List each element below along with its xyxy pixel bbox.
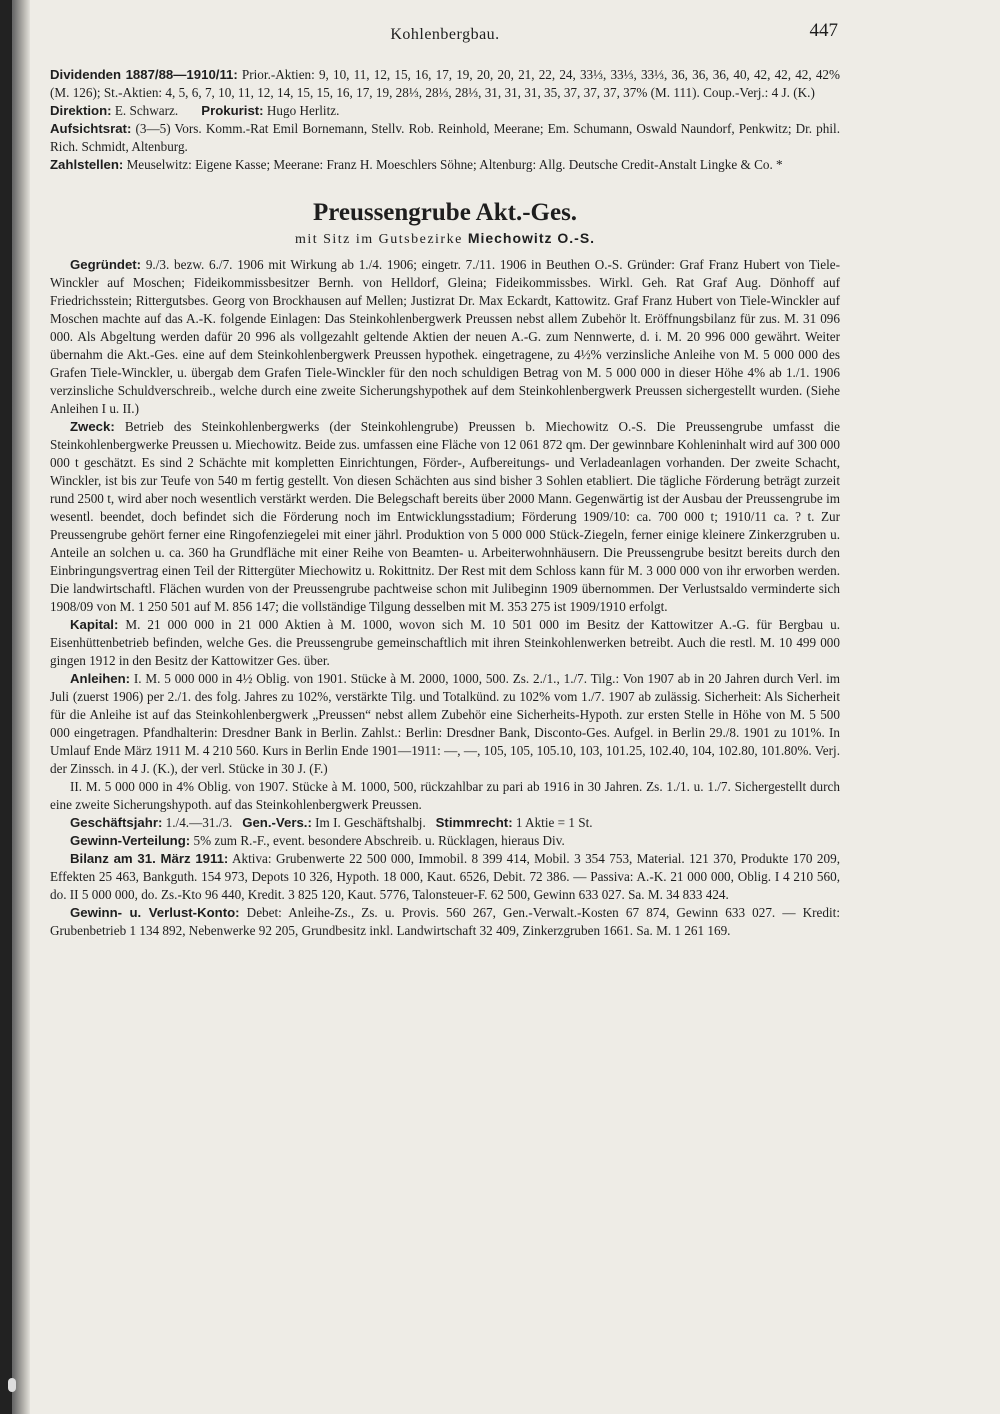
- zahlstellen-paragraph: [50, 156, 840, 174]
- anleihe-ii-paragraph: [50, 778, 840, 814]
- page-number: 447: [809, 20, 838, 41]
- gewinn-verteilung-label: Gewinn-Verteilung:: [70, 833, 191, 848]
- kapital-paragraph: [50, 616, 840, 670]
- gegruendet-paragraph: [50, 256, 840, 418]
- company-location: Miechowitz O.-S.: [467, 230, 596, 246]
- bilanz-text: Aktiva: Grubenwerte 22 500 000, Immobil. 8 399 414, Mobil. 3 354 753, Material. 121 370, Produkte 170 209, Effekten 25 463, Bankguth. 154 973, Depots 10 326, Hypoth. 18 000, Kaut. 6526, Debit. 72 386. — Passiva: A.-K. 21 000 000, Oblig. I 4 210 560, do. II 5 000 000, do. Zs.-Kto 96 440, Kredit. 3 825 120, Kaut. 5776, Talonsteuer-F. 62 500, Gewinn 633 027. Sa. M. 34 833 424.: [50, 851, 840, 902]
- gewinn-verteilung-text: 5% zum R.-F., event. besondere Abschreib. u. Rücklagen, hieraus Div.: [193, 833, 565, 848]
- running-title: Kohlenbergbau.: [390, 26, 500, 43]
- guv-text: Debet: Anleihe-Zs., Zs. u. Provis. 560 267, Gen.-Verwalt.-Kosten 67 874, Gewinn 633 027. — Kredit: Grubenbetrieb 1 134 892, Nebenwerke 92 205, Grundbesitz inkl. Landwirtschaft 32 409, Zinkerzgruben 1661. Sa. M. 1 261 169.: [50, 905, 840, 938]
- aufsichtsrat-paragraph: [50, 120, 840, 156]
- zweck-paragraph: [50, 418, 840, 616]
- prokurist-label: Prokurist:: [201, 103, 264, 118]
- anleihen-text: I. M. 5 000 000 in 4½ Oblig. von 1901. Stücke à M. 2000, 1000, 500. Zs. 2./1., 1./7. Tilg.: Von 1907 ab in 20 Jahren durch Verl. im Juli (zuerst 1906) per 2./1. des folg. Jahres zu 102%, verstärkte Tilg. und Totalkünd. zu 102% vom 1./7. 1907 ab zulässig. Sicherheit: Als Sicherheit für die Anleihe ist auf das Steinkohlenbergwerk „Preussen“ nebst allem Zubehör eine Sicherheits-Hypoth. zur ersten Stelle in Höhe von M. 5 500 000 eingetragen. Pfandhalterin: Dresdner Bank in Berlin. Zahlst.: Berlin: Dresdner Bank, Disconto-Ges. Aufgel. in Berlin 29./8. 1901 zu 101%. In Umlauf Ende März 1911 M. 4 210 560. Kurs in Berlin Ende 1901—1911: —, —, 105, 105, 105.10, 103, 101.25, 102.40, 104, 102.80, 101.80%. Verj. der Zinssch. in 4 J. (K.), der verl. Stücke in 30 J. (F.): [50, 671, 840, 776]
- dividenden-text: Prior.-Aktien: 9, 10, 11, 12, 15, 16, 17, 19, 20, 20, 21, 22, 24, 33⅓, 33⅓, 33⅓, 36, 36, 36, 40, 42, 42, 42, 42% (M. 126); St.-Aktien: 4, 5, 6, 7, 10, 11, 12, 14, 15, 15, 16, 17, 19, 28⅓, 28⅓, 28⅓, 31, 31, 31, 35, 37, 37, 37, 37% (M. 111). Coup.-Verj.: 4 J. (K.): [50, 67, 841, 100]
- zweck-label: Zweck:: [70, 419, 115, 434]
- aufsichtsrat-label: Aufsichtsrat:: [50, 121, 132, 136]
- geschaeftsjahr-paragraph: [50, 814, 840, 832]
- gegruendet-text: 9./3. bezw. 6./7. 1906 mit Wirkung ab 1./4. 1906; eingetr. 7./11. 1906 in Beuthen O.-S. Gründer: Graf Franz Hubert von Tiele-Winckler auf Moschen; Fideikommissbesitzer Bernh. von Helldorf, Gleina; Fideikommissbes. Wirkl. Geh. Rat Graf Aug. Dönhoff auf Friedrichsstein; Rittergutsbes. Georg von Brockhausen auf Mellen; Justizrat Dr. Max Eckardt, Kattowitz. Graf Franz Hubert von Tiele-Winckler auf Moschen machte auf das A.-K. folgende Einlagen: Das Steinkohlenbergwerk Preussen nebst allem Zubehör lt. Eröffnungsbilanz für zus. M. 31 096 000. Als Abgeltung werden dafür 20 996 als vollgezahlt geltende Aktien der neuen A.-G. zum Nennwerte, d. i. M. 20 996 000 gewährt. Weiter übernahm die Akt.-Ges. eine auf dem Steinkohlenbergwerk Preussen hypothek. eingetragene, zu 4½% verzinsliche Anleihe von M. 5 000 000 des Grafen Tiele-Winckler, u. übergab dem Grafen Tiele-Winckler für den noch schuldigen Betrag von M. 5 000 000 in dieser Höhe 4% ab 1./1. 1906 verzinsliche Schuldverschreib., welche durch eine zweite Sicherungshypothek auf dem Steinkohlenbergwerk Preussen sichergestellt wurden. (Siehe Anleihen I u. II.): [50, 257, 841, 416]
- gewinn-verteilung-paragraph: [50, 832, 840, 850]
- book-binding-edge: [0, 0, 30, 1414]
- company-title: Preussengrube Akt.-Ges.: [312, 199, 578, 226]
- anleihen-label: Anleihen:: [70, 671, 131, 686]
- direktion-label: Direktion:: [50, 103, 112, 118]
- aufsichtsrat-text: (3—5) Vors. Komm.-Rat Emil Bornemann, Stellv. Rob. Reinhold, Meerane; Em. Schumann, Oswald Naundorf, Penkwitz; Dr. phil. Rich. Schmidt, Altenburg.: [50, 121, 840, 154]
- stimmrecht-label: Stimmrecht:: [435, 815, 513, 830]
- dividenden-label: Dividenden 1887/88—1910/11:: [50, 67, 238, 82]
- zahlstellen-text: Meuselwitz: Eigene Kasse; Meerane: Franz H. Moeschlers Söhne; Altenburg: Allg. Deutsche Credit-Anstalt Lingke & Co. *: [126, 157, 783, 172]
- page-speck: [8, 1378, 16, 1392]
- direktion-text: E. Schwarz.: [114, 103, 179, 118]
- dividenden-paragraph: [50, 66, 840, 102]
- zweck-text: Betrieb des Steinkohlenbergwerks (der Steinkohlengrube) Preussen b. Miechowitz O.-S. Die Preussengrube umfasst die Steinkohlenbergwerke Preussen u. Miechowitz. Beide zus. umfassen eine Fläche von 12 061 872 qm. Der gewinnbare Kohleninhalt wird auf 300 000 000 t geschätzt. Es sind 2 Schächte mit kompletten Einrichtungen, Förder-, Aufbereitungs- und Verladeanlagen vorhanden. Der zweite Schacht, Winckler, ist bis zur Teufe von 540 m fertig gestellt. Von diesen Schächten aus sind bisher 3 Sohlen etabliert. Die tägliche Förderung beträgt zurzeit rund 2500 t, wird aber noch wesentlich verstärkt werden. Die Belegschaft bereits über 2000 Mann. Gegenwärtig ist der Ausbau der Preussengrube im wesentl. beendet, doch befindet sich die Förderung noch im Entwicklungsstadium; Förderung 1909/10: ca. 700 000 t; 1910/11 ca. ? t. Zur Preussengrube gehört ferner eine Ringofenziegelei mit einer jährl. Produktion von 5 000 000 Stück-Ziegeln, ferner einige kleinere Zinkerzgruben u. Anteile an solchen u. ca. 360 ha Grundfläche mit einer Reihe von Beamten- u. Arbeiterwohnhäusern. Die Preussengrube besitzt bereits durch den Einbringungsvertrag einen Teil der Rittergüter Miechowitz u. Rokittnitz. Der Rest mit dem Schloss kann für M. 3 000 000 von ihr erworben werden. Die landwirtschaftl. Flächen wurden von der Preussengrube pachtweise schon mit Julibeginn 1909 übernommen. Der Verlustsaldo verminderte sich 1908/09 von M. 1 250 501 auf M. 856 147; die vollständige Tilgung desselben mit M. 353 275 ist 1909/1910 erfolgt.: [50, 419, 841, 614]
- geschaeftsjahr-text: 1./4.—31./3.: [165, 815, 233, 830]
- kapital-label: Kapital:: [70, 617, 119, 632]
- binding-shadow: [0, 0, 12, 1414]
- gegruendet-label: Gegründet:: [70, 257, 142, 272]
- gen-vers-text: Im I. Geschäftshalbj.: [315, 815, 426, 830]
- section-gap: [50, 174, 840, 196]
- anleihe-ii-text: II. M. 5 000 000 in 4% Oblig. von 1907. Stücke à M. 1000, 500, rückzahlbar zu pari ab 1916 in 30 Jahren. Zs. 1./1. u. 1./7. Sichergestellt durch eine zweite Sicherungshypoth. auf das Steinkohlenbergwerk Preussen.: [50, 779, 840, 812]
- direktion-paragraph: [50, 102, 840, 120]
- guv-label: Gewinn- u. Verlust-Konto:: [70, 905, 240, 920]
- company-subtitle: [50, 228, 840, 250]
- guv-paragraph: [50, 904, 840, 940]
- geschaeftsjahr-label: Geschäftsjahr:: [70, 815, 163, 830]
- anleihen-paragraph: [50, 670, 840, 778]
- bilanz-paragraph: [50, 850, 840, 904]
- page-header: [50, 22, 840, 52]
- company-subtitle-prefix: mit Sitz im Gutsbezirke: [294, 232, 463, 247]
- page-content: [50, 22, 840, 940]
- prokurist-text: Hugo Herlitz.: [266, 103, 340, 118]
- stimmrecht-text: 1 Aktie = 1 St.: [515, 815, 593, 830]
- kapital-text: M. 21 000 000 in 21 000 Aktien à M. 1000, wovon sich M. 10 501 000 im Besitz der Kattowitzer A.-G. für Bergbau u. Eisenhüttenbetrieb befinden, welche Ges. die Preussengrube gemeinschaftlich mit ihren Steinkohlenwerken betreibt. Auch die restl. M. 10 499 000 gingen 1912 in den Besitz der Kattowitzer Ges. über.: [50, 617, 841, 668]
- bilanz-label: Bilanz am 31. März 1911:: [70, 851, 229, 866]
- gen-vers-label: Gen.-Vers.:: [242, 815, 312, 830]
- zahlstellen-label: Zahlstellen:: [50, 157, 124, 172]
